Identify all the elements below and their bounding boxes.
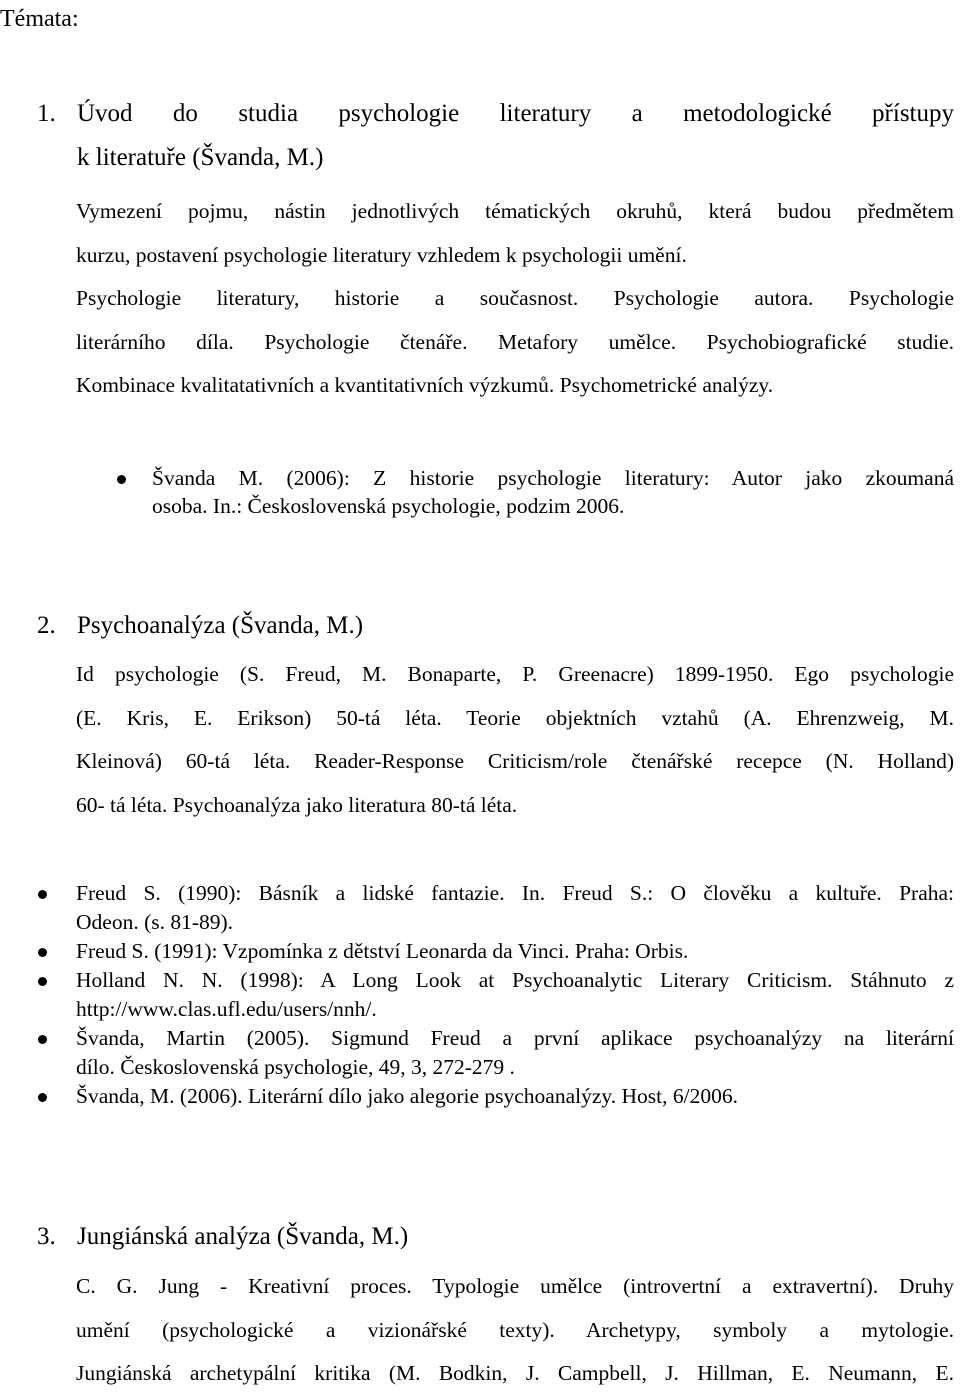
- list-item: [0, 966, 960, 1024]
- section-number: 1.: [37, 100, 56, 127]
- section-heading: [0, 1215, 960, 1259]
- reference-line: Freud S. (1990): Básník a lidské fantazie. In. Freud S.: O člověku a kultuře. Praha:: [76, 881, 954, 905]
- paragraph-line: Id psychologie (S. Freud, M. Bonaparte, P. Greenacre) 1899-1950. Ego psychologie: [76, 662, 954, 686]
- reference-line: Odeon. (s. 81-89).: [76, 910, 234, 934]
- paragraph-line: Kleinová) 60-tá léta. Reader-Response Criticism/role čtenářské recepce (N. Holland): [76, 749, 954, 773]
- reference-line: Švanda, Martin (2005). Sigmund Freud a první aplikace psychoanalýzy na literární: [76, 1026, 954, 1050]
- list-item: [0, 937, 960, 966]
- section-2: [0, 604, 960, 827]
- paragraph-line: 60- tá léta. Psychoanalýza jako literatura 80-tá léta.: [76, 792, 518, 817]
- heading-line: k literatuře (Švanda, M.): [77, 144, 324, 171]
- reference-line: osoba. In.: Československá psychologie, podzim 2006.: [152, 494, 625, 518]
- heading-line: Jungiánská analýza (Švanda, M.): [77, 1223, 409, 1250]
- reference-line: Švanda, M. (2006). Literární dílo jako alegorie psychoanalýzy. Host, 6/2006.: [76, 1084, 738, 1108]
- paragraph-line: kurzu, postavení psychologie literatury vzhledem k psychologii umění.: [76, 242, 687, 267]
- list-item: [0, 1024, 960, 1082]
- bullet-icon: [38, 890, 47, 899]
- reference-line: Holland N. N. (1998): A Long Look at Psychoanalytic Literary Criticism. Stáhnuto z: [76, 968, 954, 992]
- section-heading: [0, 92, 960, 180]
- paragraph-line: (E. Kris, E. Erikson) 50-tá léta. Teorie objektních vztahů (A. Ehrenzweig, M.: [76, 705, 954, 730]
- section-paragraph: [76, 1265, 954, 1396]
- reference-list: [0, 879, 960, 1111]
- paragraph-line: C. G. Jung - Kreativní proces. Typologie umělce (introvertní a extravertní). Druhy: [76, 1274, 954, 1298]
- heading-line: Psychoanalýza (Švanda, M.): [77, 612, 364, 639]
- reference-list: [0, 464, 960, 520]
- list-item: [0, 464, 960, 520]
- reference-line: dílo. Československá psychologie, 49, 3, 272-279 .: [76, 1055, 515, 1079]
- reference-line: http://www.clas.ufl.edu/users/nnh/.: [76, 997, 377, 1021]
- section-3: [0, 1215, 960, 1396]
- list-item: [0, 879, 960, 937]
- paragraph-line: Kombinace kvalitatativních a kvantitativních výzkumů. Psychometrické analýzy.: [76, 373, 774, 397]
- heading-line: Úvod do studia psychologie literatury a metodologické přístupy: [77, 100, 954, 127]
- bullet-icon: [38, 1035, 47, 1044]
- paragraph-line: umění (psychologické a vizionářské texty). Archetypy, symboly a mytologie.: [76, 1317, 954, 1342]
- paragraph-line: Vymezení pojmu, nástin jednotlivých tématických okruhů, která budou předmětem: [76, 199, 954, 223]
- section-paragraph: [76, 653, 954, 827]
- section-number: 2.: [37, 612, 56, 639]
- bullet-icon: [38, 977, 47, 986]
- reference-line: Freud S. (1991): Vzpomínka z dětství Leonarda da Vinci. Praha: Orbis.: [76, 939, 689, 963]
- bullet-icon: [38, 1093, 47, 1102]
- section-1: [0, 92, 960, 408]
- paragraph-line: Psychologie literatury, historie a současnost. Psychologie autora. Psychologie: [76, 286, 954, 310]
- bullet-icon: [117, 475, 126, 484]
- section-number: 3.: [37, 1223, 56, 1250]
- reference-line: Švanda M. (2006): Z historie psychologie literatury: Autor jako zkoumaná: [152, 466, 954, 490]
- paragraph-line: Jungiánská archetypální kritika (M. Bodkin, J. Campbell, J. Hillman, E. Neumann, E.: [76, 1361, 954, 1385]
- page-title: Témata:: [0, 6, 79, 32]
- bullet-icon: [38, 948, 47, 957]
- section-heading: [0, 604, 960, 648]
- paragraph-line: literárního díla. Psychologie čtenáře. Metafory umělce. Psychobiografické studie.: [76, 329, 954, 354]
- section-paragraph: [76, 190, 954, 408]
- list-item: [0, 1082, 960, 1111]
